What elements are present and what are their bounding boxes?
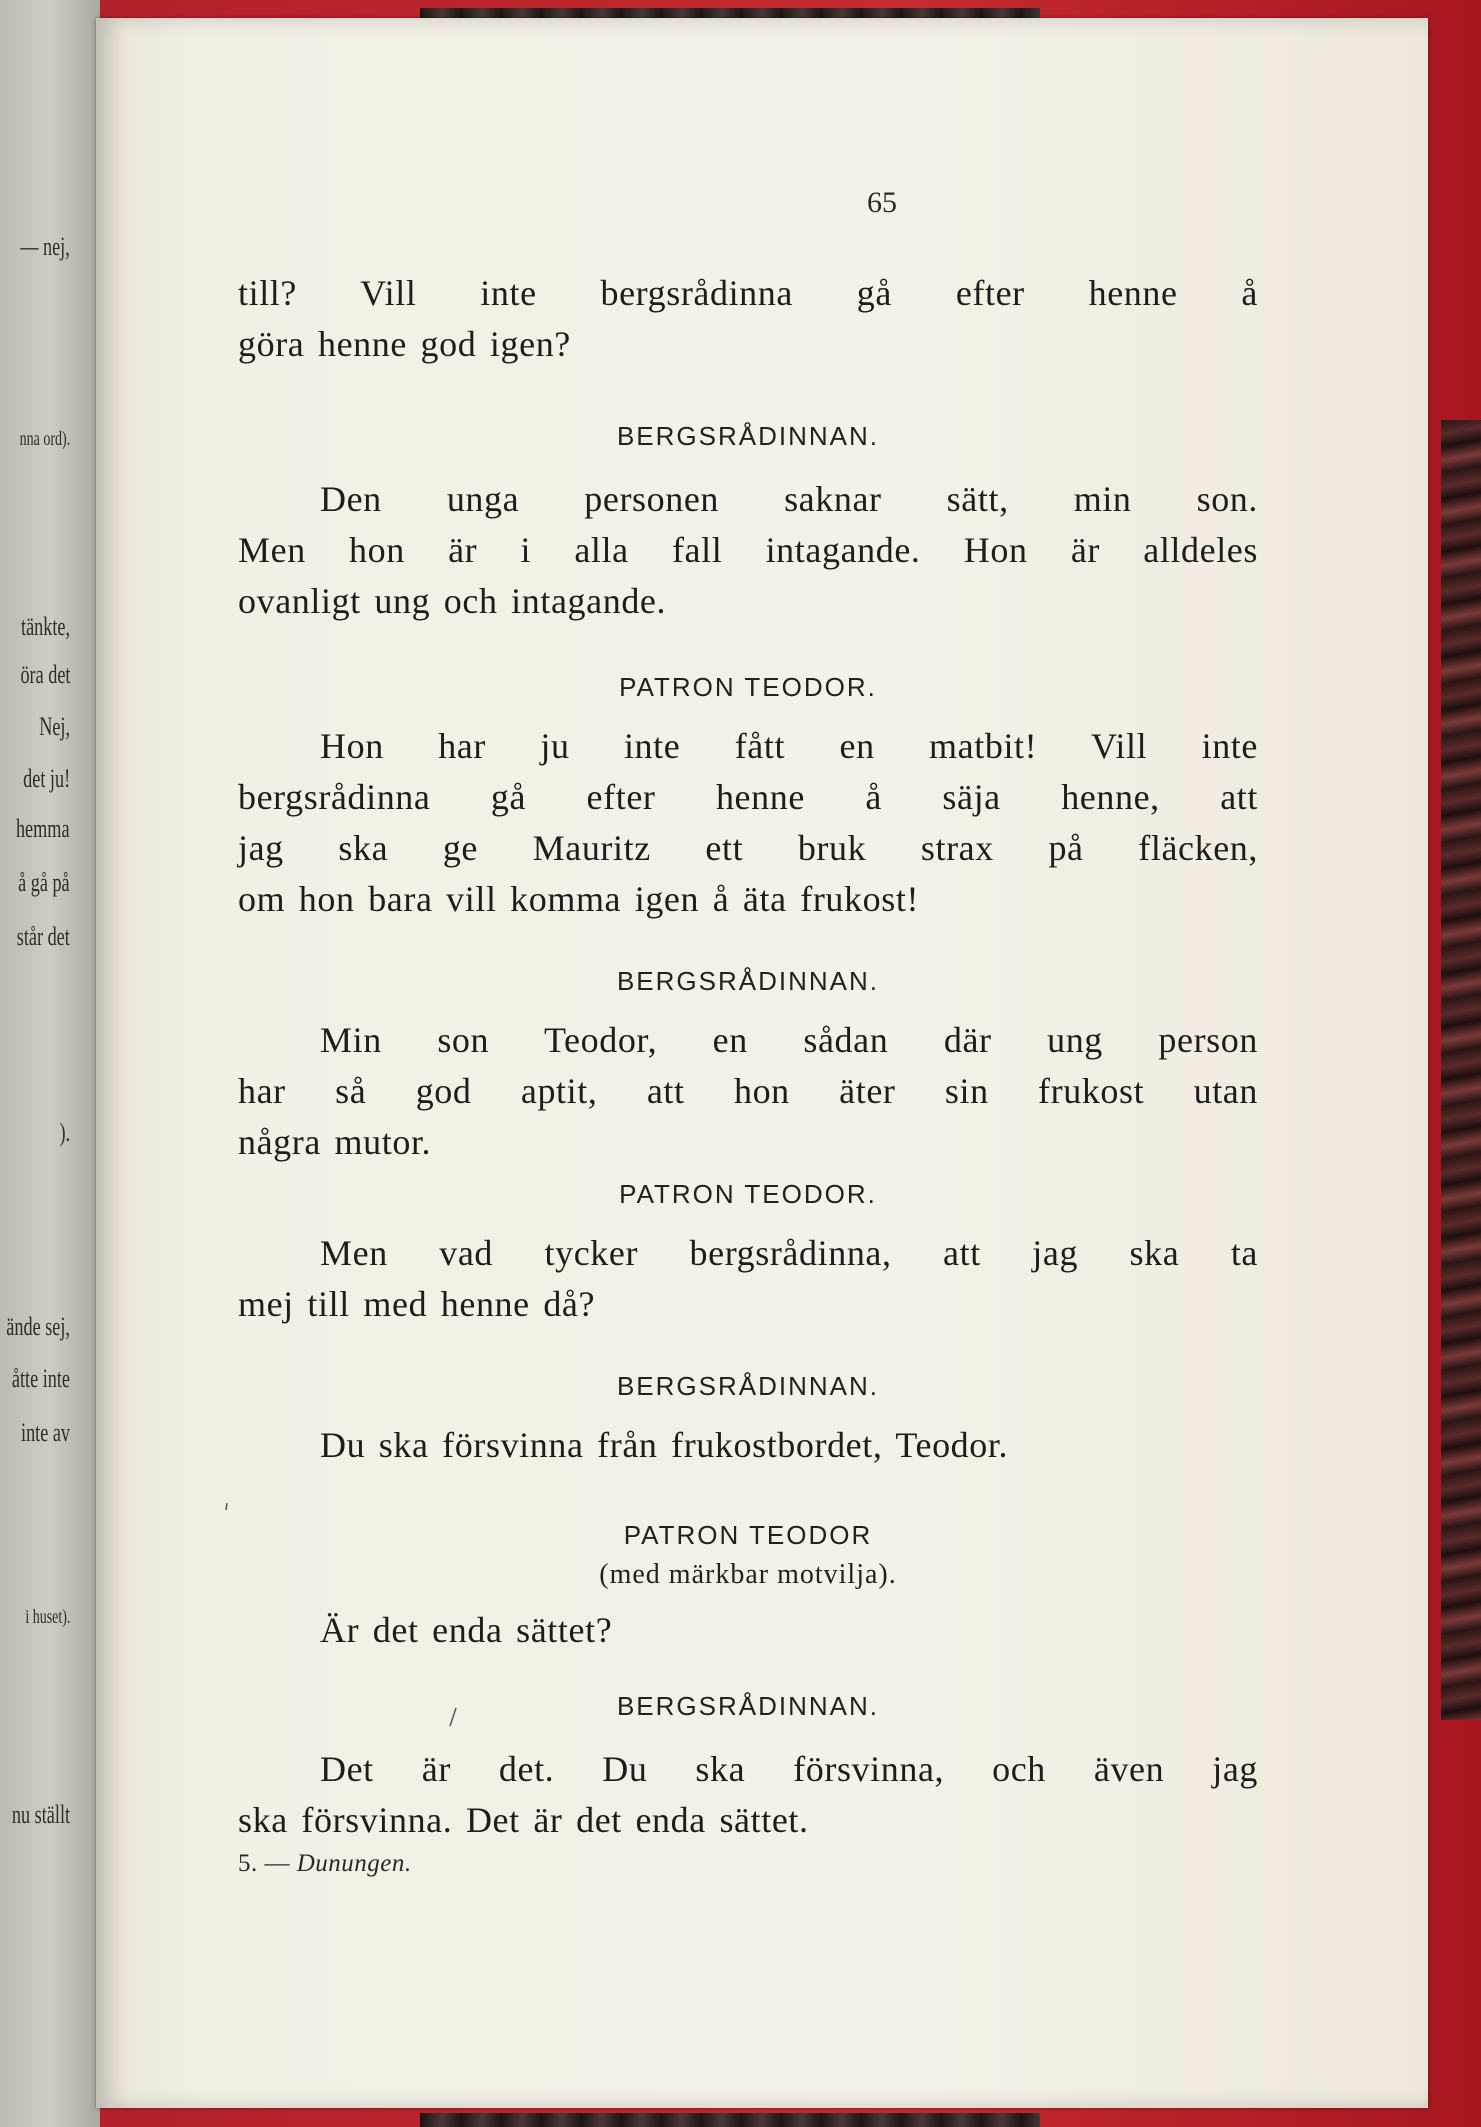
- left-fragment: inte av: [20, 1418, 70, 1447]
- left-fragment: öra det: [19, 660, 70, 689]
- continuation-paragraph: [238, 268, 1258, 370]
- text-line: har så god aptit, att hon äter sin frukost utan: [238, 1071, 1258, 1111]
- text-line: Men vad tycker bergsrådinna, att jag ska ta: [320, 1233, 1258, 1273]
- stage-direction: (med märkbar motvilja).: [599, 1559, 897, 1590]
- text-line: ska försvinna. Det är det enda sättet.: [238, 1800, 809, 1840]
- signature-line: [238, 1850, 412, 1878]
- speaker-heading: BERGSRÅDINNAN.: [616, 1691, 880, 1721]
- text-line: Är det enda sättet?: [320, 1610, 613, 1650]
- text-line: om hon bara vill komma igen å äta frukost!: [238, 879, 920, 919]
- text-line: några mutor.: [238, 1122, 432, 1162]
- left-fragment: ände sej,: [6, 1312, 70, 1341]
- speech-paragraph: [238, 1744, 1258, 1846]
- left-fragment: Nej,: [39, 712, 70, 741]
- left-fragment: nu ställt: [11, 1800, 70, 1829]
- left-fragment: åtte inte: [11, 1364, 70, 1393]
- left-facing-page: [0, 0, 100, 2127]
- left-fragment: står det: [16, 922, 70, 951]
- left-fragment: i huset).: [24, 1606, 70, 1628]
- page-text: [238, 268, 1258, 1846]
- signature-number: 5. —: [238, 1850, 290, 1877]
- speaker-heading: PATRON TEODOR.: [619, 1179, 877, 1209]
- speech-paragraph: [238, 1605, 1258, 1656]
- text-line: Du ska försvinna från frukostbordet, Teodor.: [320, 1425, 1009, 1465]
- speech-paragraph: [238, 721, 1258, 925]
- left-fragment: hemma: [16, 814, 70, 843]
- left-fragment: ).: [59, 1118, 70, 1147]
- speaker-heading: BERGSRÅDINNAN.: [616, 421, 880, 451]
- left-fragment: nna ord).: [19, 428, 70, 450]
- text-line: bergsrådinna gå efter henne å säja henne, att: [238, 777, 1258, 817]
- left-fragment: — nej,: [20, 232, 70, 261]
- text-line: Den unga personen saknar sätt, min son.: [320, 479, 1258, 519]
- text-line: jag ska ge Mauritz ett bruk strax på fläcken,: [238, 828, 1258, 868]
- speaker-heading: BERGSRÅDINNAN.: [616, 1371, 880, 1401]
- speech-paragraph: [238, 1015, 1258, 1168]
- marbled-endpaper: [1441, 420, 1481, 1720]
- speech-paragraph: [238, 1420, 1258, 1471]
- pencil-dot: [224, 1502, 230, 1512]
- text-line: Hon har ju inte fått en matbit! Vill inte: [320, 726, 1258, 766]
- page-number: 65: [867, 186, 897, 219]
- speaker-heading: PATRON TEODOR.: [619, 672, 877, 702]
- left-fragment: det ju!: [22, 764, 70, 793]
- speaker-heading: BERGSRÅDINNAN.: [616, 966, 880, 996]
- book-page: [96, 18, 1428, 2108]
- signature-title: Dunungen.: [296, 1850, 412, 1877]
- text-line: Men hon är i alla fall intagande. Hon är alldeles: [238, 530, 1258, 570]
- text-line: mej till med henne då?: [238, 1284, 596, 1324]
- speech-paragraph: [238, 1228, 1258, 1330]
- text-line: göra henne god igen?: [238, 324, 571, 364]
- text-line: Min son Teodor, en sådan där ung person: [320, 1020, 1258, 1060]
- pencil-mark: [446, 1706, 460, 1728]
- text-line: till? Vill inte bergsrådinna gå efter henne å: [238, 273, 1258, 313]
- text-line: Det är det. Du ska försvinna, och även jag: [320, 1749, 1258, 1789]
- bottom-binding-strip: [420, 2113, 1040, 2127]
- speech-paragraph: [238, 474, 1258, 627]
- speaker-heading: PATRON TEODOR: [623, 1520, 873, 1550]
- left-fragment: tänkte,: [20, 612, 70, 641]
- left-fragment: å gå på: [18, 868, 70, 897]
- text-line: ovanligt ung och intagande.: [238, 581, 667, 621]
